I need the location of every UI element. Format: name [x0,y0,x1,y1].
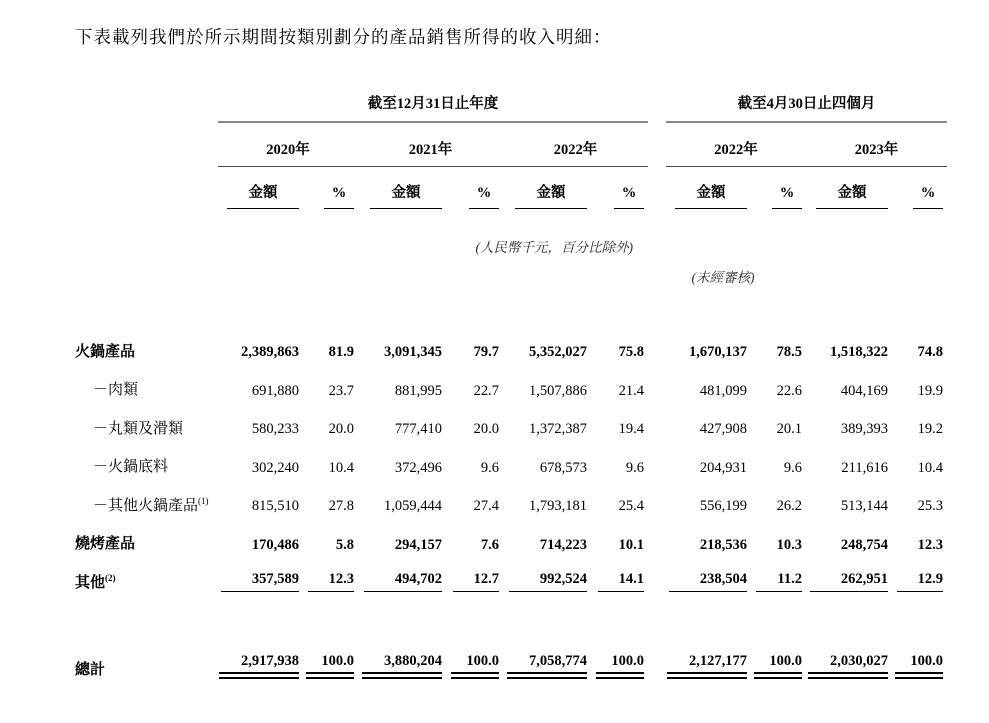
percent-cell: 12.3 [917,536,943,553]
amount-cell: 881,995 [394,382,442,399]
percent-cell: 25.4 [618,498,644,515]
amount-cell: 248,754 [840,536,888,553]
percent-cell: 10.4 [328,459,354,476]
year-2022-4m: 2022年 [666,122,806,166]
percent-header: % [593,166,648,210]
amount-cell: 372,496 [394,459,442,476]
amount-cell: 494,702 [358,561,448,600]
percent-cell: 100.0 [593,640,648,680]
gap-cell [648,484,666,523]
gap-cell [648,369,666,408]
percent-cell: 26.2 [776,498,802,515]
year-2023-4m: 2023年 [806,122,947,166]
gap-cell [648,330,666,369]
percent-cell: 81.9 [328,344,354,361]
percent-header: % [448,166,503,210]
amount-cell: 691,880 [251,382,299,399]
percent-cell: 25.3 [917,498,943,515]
amount-cell: 211,616 [841,459,888,476]
gap-cell [648,122,666,166]
amount-cell: 2,127,177 [666,640,753,680]
table-row [75,407,947,446]
amount-cell: 1,507,886 [529,382,587,399]
amount-cell: 1,059,444 [384,498,442,515]
table-body [75,330,947,680]
amount-cell: 556,199 [699,498,747,515]
column-header-row [75,166,947,210]
amount-header: 金額 [503,166,593,210]
amount-cell: 302,240 [251,459,299,476]
percent-cell: 19.9 [917,382,943,399]
percent-cell: 9.6 [480,459,499,476]
amount-cell: 481,099 [699,382,747,399]
percent-cell: 12.7 [448,561,503,600]
row-label: 總計 [75,661,106,678]
unaudited-note: (未經審核) [691,270,755,285]
amount-cell: 1,670,137 [689,344,747,361]
year-2020: 2020年 [218,122,358,166]
amount-header: 金額 [358,166,448,210]
percent-cell: 22.6 [776,382,802,399]
percent-header: % [894,166,947,210]
percent-cell: 9.6 [625,459,644,476]
percent-cell: 79.7 [473,344,499,361]
gap-cell [648,561,666,600]
year-2022: 2022年 [503,122,648,166]
amount-cell: 992,524 [503,561,593,600]
amount-cell: 427,908 [699,421,747,438]
percent-cell: 14.1 [593,561,648,600]
period-group-annual: 截至12月31日止年度 [218,92,648,122]
amount-cell: 294,157 [394,536,442,553]
percent-cell: 12.9 [894,561,947,600]
percent-cell: 20.0 [473,421,499,438]
amount-header [218,166,305,210]
amount-header-label: 金額 [227,186,299,209]
gap-cell [648,523,666,562]
gap-cell [648,446,666,485]
percent-cell: 19.4 [618,421,644,438]
table-row [75,484,947,523]
year-2021: 2021年 [358,122,503,166]
percent-header: % [753,166,806,210]
amount-cell: 815,510 [251,498,299,515]
footnote-ref: (2) [105,572,116,583]
amount-cell: 1,372,387 [529,421,587,438]
percent-cell: 10.3 [776,536,802,553]
percent-cell: 27.8 [328,498,354,515]
percent-cell: 27.4 [473,498,499,515]
gap-cell [648,166,666,210]
amount-cell: 2,389,863 [241,344,299,361]
percent-cell: 12.3 [305,561,358,600]
row-label: －肉類 [93,382,139,399]
amount-cell: 714,223 [539,536,587,553]
empty-cell [75,92,218,122]
percent-cell: 21.4 [618,382,644,399]
percent-cell: 74.8 [917,344,943,361]
percent-cell: 22.7 [473,382,499,399]
gap-cell [648,640,666,680]
amount-cell: 3,880,204 [358,640,448,680]
amount-cell: 3,091,345 [384,344,442,361]
percent-cell: 100.0 [753,640,806,680]
amount-cell: 7,058,774 [503,640,593,680]
percent-cell: 7.6 [480,536,499,553]
percent-cell: 10.1 [618,536,644,553]
period-group-row [75,92,947,122]
empty-cell [75,122,218,166]
spacer-row [75,210,947,330]
amount-cell: 513,144 [840,498,888,515]
table-header [75,92,947,330]
gap-cell [648,407,666,446]
amount-cell: 238,504 [666,561,753,600]
amount-header: 金額 [806,166,894,210]
spacer-row [75,600,947,640]
row-label: 火鍋產品 [75,343,136,360]
percent-cell: 100.0 [894,640,947,680]
amount-cell: 389,393 [840,421,888,438]
percent-cell: 100.0 [305,640,358,680]
percent-cell: 78.5 [776,344,802,361]
table-row [75,523,947,562]
percent-cell: 20.0 [328,421,354,438]
table-row [75,330,947,369]
percent-cell: 5.8 [335,536,354,553]
amount-header: 金額 [666,166,753,210]
amount-cell: 5,352,027 [529,344,587,361]
percent-cell: 19.2 [917,421,943,438]
amount-cell: 2,030,027 [806,640,894,680]
amount-cell: 357,589 [218,561,305,600]
year-row [75,122,947,166]
row-label: 燒烤產品 [75,536,136,553]
footnote-ref: (1) [198,495,209,506]
table-row [75,446,947,485]
table-row [75,561,947,600]
amount-cell: 218,536 [699,536,747,553]
table-row [75,369,947,408]
percent-header-label: % [324,186,354,209]
amount-cell: 1,518,322 [830,344,888,361]
page-title: 下表載列我們於所示期間按類別劃分的產品銷售所得的收入明細： [75,27,612,47]
empty-cell [75,166,218,210]
amount-cell: 404,169 [840,382,888,399]
percent-header [305,166,358,210]
period-group-four-months: 截至4月30日止四個月 [666,92,947,122]
gap-cell [648,92,666,122]
row-label: 其他$^{(2)}$ [75,572,116,591]
total-row [75,640,947,680]
row-label: －火鍋底料 [93,459,169,476]
amount-cell: 1,793,181 [529,498,587,515]
amount-cell: 2,917,938 [218,640,305,680]
percent-cell: 9.6 [783,459,802,476]
amount-cell: 170,486 [251,536,299,553]
amount-cell: 678,573 [539,459,587,476]
percent-cell: 20.1 [776,421,802,438]
amount-cell: 204,931 [699,459,747,476]
amount-cell: 580,233 [251,421,299,438]
amount-cell: 262,951 [806,561,894,600]
percent-cell: 75.8 [618,344,644,361]
row-label: －丸類及滑類 [93,420,184,437]
amount-cell: 777,410 [394,421,442,438]
percent-cell: 100.0 [448,640,503,680]
percent-cell: 11.2 [753,561,806,600]
revenue-breakdown-table [75,92,947,680]
currency-note: (人民幣千元，百分比除外) [475,240,633,255]
percent-cell: 23.7 [328,382,354,399]
percent-cell: 10.4 [917,459,943,476]
row-label: －其他火鍋產品$^{(1)}$ [93,495,209,514]
